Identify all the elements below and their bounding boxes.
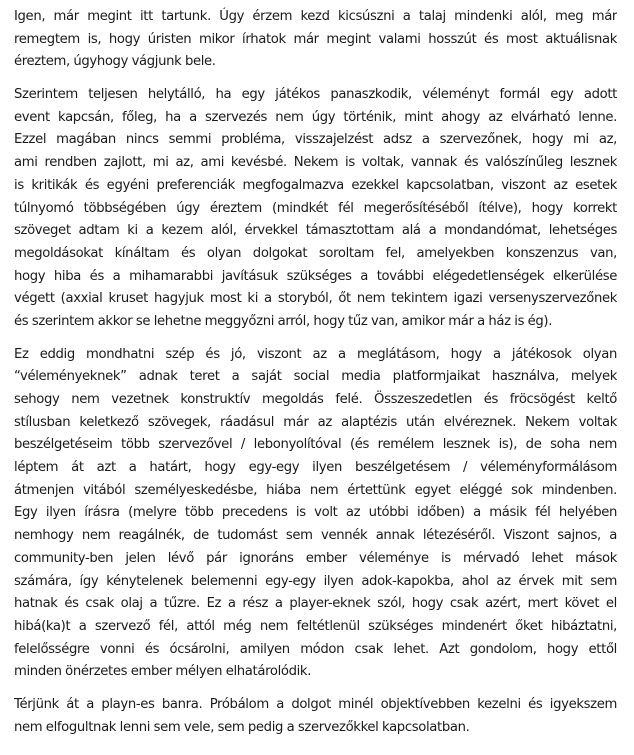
text-line: Ez eddig mondhatni szép és jó, viszont az a meglátásom, hogy a játékosok olyan (14, 346, 617, 362)
text-line: Igen, már megint itt tartunk. Úgy érzem kezd kicsúszni a talaj mindenki alól, meg már (14, 9, 617, 24)
text-line: felelősségre vonni és ócsárolni, amilyen módon csak lehet. Azt gondolom, hogy ettől (14, 641, 617, 657)
text-line: számára, így kénytelenek belemenni egy-egy ilyen adok-kapokba, ahol az érvek mit sem (14, 573, 617, 589)
text-line: minden önérzetes ember mélyen elhatárolódik. (14, 664, 312, 680)
text-line: éreztem, úgyhogy vágjunk bele. (14, 54, 216, 70)
text-line: ami rendben zajlott, mi az, ami kevésbé. Nekem is voltak, vannak és valószínűleg lesznek (14, 155, 617, 171)
paragraph-ban (14, 694, 617, 739)
text-line: szöveget adtam ki a kezem alól, érvekkel támasztottam alá a mondandómat, lehetséges (14, 223, 617, 239)
text-line: Térjünk át a playn-es banra. Próbálom a dolgot minél objektívebben kezelni és igyekszem (14, 696, 617, 712)
text-line: átmenjen vitából személyeskedésbe, hiába nem értettünk egyet eléggé sok mindenben. (14, 482, 617, 498)
text-line: Szerintem teljesen helytálló, ha egy játékos panaszkodik, véleményt formál egy adott (14, 87, 617, 103)
text-line: community-ben jelen lévő pár ignoráns ember véleménye is mérvadó lehet mások (14, 550, 617, 566)
text-line: hibá(ka)t a szervező fél, attól még nem feltétlenül szükséges mindenért őket hibáztatni, (14, 618, 617, 634)
text-line: és szerintem akkor se lehetne meggyőzni arról, hogy tűz van, amikor már a ház is ég). (14, 313, 553, 329)
paragraph-intro (14, 6, 617, 74)
text-line: hatnak és csak olaj a tűzre. Ez a rész a player-eknek szól, hogy csak azért, mert követ el (14, 596, 617, 612)
text-line: megoldásokat kínáltam és olyan dolgokat soroltam fel, amelyekben konszenzus van, (14, 245, 617, 261)
paragraph-feedback (14, 84, 617, 334)
text-line: nem elfogultnak lenni sem vele, sem pedig a szervezőkkel kapcsolatban. (14, 719, 470, 735)
text-line: végett (axxial kruset hagyjuk most ki a storyból, őt nem tekintem igazi versenyszervezőnek (14, 291, 617, 307)
document-body (14, 6, 617, 749)
text-line: remegtem is, hogy úristen mikor írhatok már megint valami hosszút és most aktuálisnak (14, 31, 617, 47)
text-line: beszélgetéseim több szervezővel / lebonyolítóval (és remélem lesznek is), de soha nem (14, 437, 617, 453)
paragraph-players (14, 344, 617, 684)
text-line: Egy ilyen írásra (melyre több precedens is volt az utóbbi időben) a másik fél helyében (14, 505, 617, 521)
text-line: Ezzel magában nincs semmi probléma, visszajelzést adsz a szervezőnek, hogy mi az, (14, 132, 617, 148)
text-line: hogy hiba és a mihamarabbi javításuk szükséges a további elégedetlenségek elkerülése (14, 268, 617, 284)
text-line: túlnyomó többségében úgy éreztem (mindkét fél megerősítéséből ítélve), hogy korrekt (14, 200, 617, 216)
text-line: is kritikák és egyéni preferenciák megfogalmazva ezekkel kapcsolatban, viszont az esetek (14, 177, 617, 193)
text-line: stílusban keletkező szövegek, ráadásul már az alaptézis után elvéreznek. Nekem voltak (14, 414, 617, 430)
text-line: sehogy nem vezetnek konstruktív megoldás felé. Összeszedetlen és fröcsögést keltő (14, 392, 617, 407)
text-line: event kapcsán, főleg, ha a szervezés nem úgy történik, mint ahogy az elvárható lenne. (14, 109, 617, 125)
text-line: léptem át azt a határt, hogy egy-egy ilyen beszélgetésem / véleményformálásom (14, 460, 617, 476)
text-line: nemhogy nem reagálnék, de tudomást sem vennék annak létezéséről. Viszont sajnos, a (14, 528, 617, 544)
text-line: “véleményeknek” adnak teret a saját social media platformjaikat használva, melyek (14, 369, 617, 385)
